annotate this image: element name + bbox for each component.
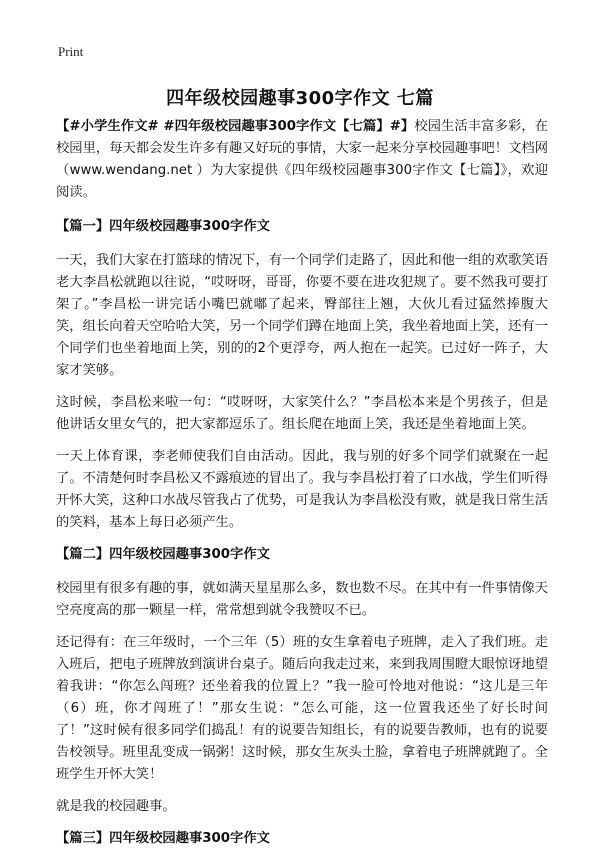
section-heading: 【篇一】四年级校园趣事300字作文	[56, 219, 270, 234]
paragraph: 校园里有很多有趣的事，就如满天星星那么多，数也数不尽。在其中有一件事情像天空亮度高的那一颗星一样，常常想到就令我赞叹不已。	[56, 581, 548, 618]
print-link[interactable]: Print	[58, 44, 84, 59]
intro-paragraph	[56, 116, 548, 204]
intro-text: 校园生活丰富多彩，在校园里，每天都会发生许多有趣又好玩的事情，大家一起来分享校园趣事吧！文档网（www.wendang.net ）为大家提供《四年级校园趣事300字作文【七篇】》，欢迎阅读。	[56, 119, 548, 200]
paragraph: 一天上体育课，李老师使我们自由活动。因此，我与别的好多个同学们就聚在一起了。不清楚何时李昌松又不露痕迹的冒出了。我与李昌松打着了口水战，学生们听得开怀大笑，这种口水战尽管我占了优势，可是我认为李昌松没有败，就是我日常生活的笑料，基本上每日必须产生。	[56, 449, 548, 530]
section-3	[56, 828, 548, 850]
intro-tags: 【#小学生作文# #四年级校园趣事300字作文【七篇】#】	[56, 119, 415, 134]
section-1	[56, 216, 548, 534]
paragraph: 这时候，李昌松来啦一句：“哎呀呀，大家笑什么？”李昌松本来是个男孩子，但是他讲话女里女气的，把大家都逗乐了。组长爬在地面上笑，我还是坐着地面上笑。	[56, 395, 548, 432]
article-body	[56, 116, 548, 862]
section-heading: 【篇二】四年级校园趣事300字作文	[56, 547, 270, 562]
page-title: 四年级校园趣事300字作文 七篇	[166, 88, 434, 109]
section-heading: 【篇三】四年级校园趣事300字作文	[56, 831, 270, 846]
section-2	[56, 544, 548, 818]
paragraph: 一天，我们大家在打篮球的情况下，有一个同学们走路了，因此和他一组的欢歌笑语老大李昌松就跑以往说，“哎呀呀，哥哥，你要不要在进攻犯规了。要不然我可要打架了。”李昌松一讲完话小嘴巴就嘟了起来，臀部往上翘，大伙儿看过猛然捧腹大笑，组长向着天空哈哈大笑，另一个同学们蹲在地面上笑，我坐着地面上笑，还有一个同学们也坐着地面上笑，别的的2个更浮夸，两人抱在一起笑。已过好一阵子，大家才笑够。	[56, 253, 548, 378]
paragraph: 就是我的校园趣事。	[56, 799, 176, 814]
paragraph: 还记得有：在三年级时，一个三年（5）班的女生拿着电子班牌，走入了我们班。走入班后，把电子班牌放到演讲台桌子。随后向我走过来，来到我周围瞪大眼惊讶地望着我讲：“你怎么闯班？还坐着我的位置上？”我一脸可怜地对他说：“这儿是三年（6）班，你才闯班了！”那女生说：“怎么可能，这一位置我还坐了好长时间了！”这时候有很多同学们捣乱！有的说要告知组长，有的说要告教师，也有的说要告校领导。班里乱变成一锅粥！这时候，那女生灰头土脸，拿着电子班牌就跑了。全班学生开怀大笑！	[56, 635, 548, 782]
